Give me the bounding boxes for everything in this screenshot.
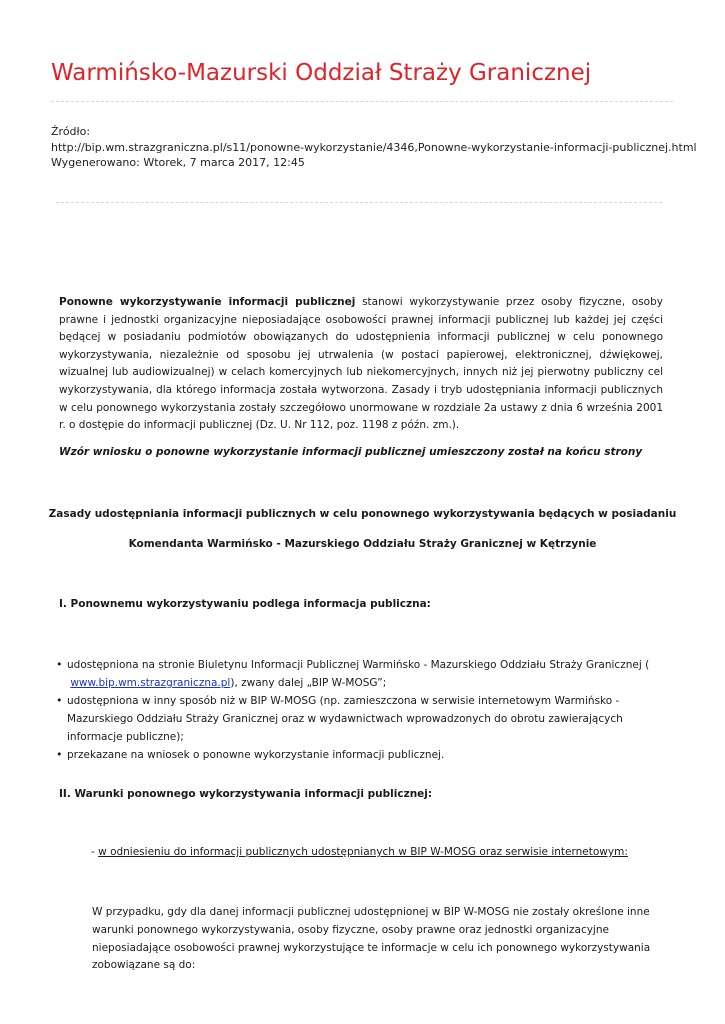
list-item: • przekazane na wniosek o ponowne wykorzystanie informacji publicznej. bbox=[58, 746, 670, 764]
bip-link[interactable]: www.bip.wm.strazgraniczna.pl bbox=[70, 677, 231, 689]
intro-paragraph bbox=[59, 294, 663, 435]
section2-subheading-text: w odniesieniu do informacji publicznych udostępnianych w BIP W-MOSG oraz serwisie internetowym: bbox=[98, 846, 628, 858]
list-item bbox=[58, 656, 670, 692]
list-item-text: udostępniona na stronie Biuletynu Informacji Publicznej Warmińsko - Mazurskiego Oddziału Straży Granicznej ( bbox=[67, 659, 650, 671]
list-item: • udostępniona w inny sposób niż w BIP W-MOSG (np. zamieszczona w serwisie internetowym Warmińsko - Mazurskiego Oddziału Straży Granicznej oraz w wydawnictwach wprowadzonych do obrotu zawierających informacje publiczne); bbox=[58, 692, 670, 746]
section2-title: II. Warunki ponownego wykorzystywania informacji publicznej: bbox=[59, 788, 433, 800]
section1-title: I. Ponownemu wykorzystywaniu podlega informacja publiczna: bbox=[59, 598, 431, 610]
page-title: Warmińsko-Mazurski Oddział Straży Granicznej bbox=[51, 60, 592, 86]
section2-paragraph: W przypadku, gdy dla danej informacji publicznej udostępnionej w BIP W-MOSG nie zostały określone inne warunki ponownego wykorzystywania, osoby fizyczne, osoby prawne oraz jednostki organizacyjne nieposiadające osobowości prawnej wykorzystujące te informacje w celu ich ponownego wykorzystywania zobowiązane są do: bbox=[92, 906, 651, 972]
source-label: Źródło: bbox=[51, 125, 91, 138]
intro-bold-lead: Ponowne wykorzystywanie informacji publicznej bbox=[59, 296, 356, 308]
dash-marker: - bbox=[91, 846, 99, 858]
source-block bbox=[51, 124, 697, 171]
form-template-note: Wzór wniosku o ponowne wykorzystanie informacji publicznej umieszczony został na końcu strony bbox=[59, 446, 643, 458]
rules-heading-line1: Zasady udostępniania informacji publicznych w celu ponownego wykorzystywania będących w posiadaniu bbox=[48, 508, 677, 520]
section1-list bbox=[58, 656, 670, 764]
section2-subheading bbox=[91, 846, 628, 858]
header-divider bbox=[51, 101, 673, 102]
generated-timestamp: Wygenerowano: Wtorek, 7 marca 2017, 12:45 bbox=[51, 156, 305, 169]
source-url: http://bip.wm.strazgraniczna.pl/s11/ponowne-wykorzystanie/4346,Ponowne-wykorzystanie-informacji-publicznej.html bbox=[51, 140, 697, 154]
source-divider bbox=[56, 202, 662, 203]
list-item-tail: ), zwany dalej „BIP W-MOSG”; bbox=[230, 677, 387, 689]
rules-heading-line2: Komendanta Warmińsko - Mazurskiego Oddziału Straży Granicznej w Kętrzynie bbox=[128, 538, 597, 550]
intro-body: stanowi wykorzystywanie przez osoby fizyczne, osoby prawne i jednostki organizacyjne nieposiadające osobowości prawnej informacji publicznej lub każdej jej części będącej w posiadaniu podmiotów obowiązanych do udostępnienia informacji publicznej w celu ponownego wykorzystywania, niezależnie od sposobu jej utrwalenia (w postaci papierowej, elektronicznej, dźwiękowej, wizualnej lub audiowizualnej) w celach komercyjnych lub niekomercyjnych, innych niż jej pierwotny publiczny cel wykorzystywania, dla którego informacja została wytworzona. Zasady i tryb udostępniania informacji publicznych w celu ponownego wykorzystania zostały szczegółowo unormowane w rozdziale 2a ustawy z dnia 6 września 2001 r. o dostępie do informacji publicznej (Dz. U. Nr 112, poz. 1198 z późn. zm.). bbox=[59, 296, 663, 432]
